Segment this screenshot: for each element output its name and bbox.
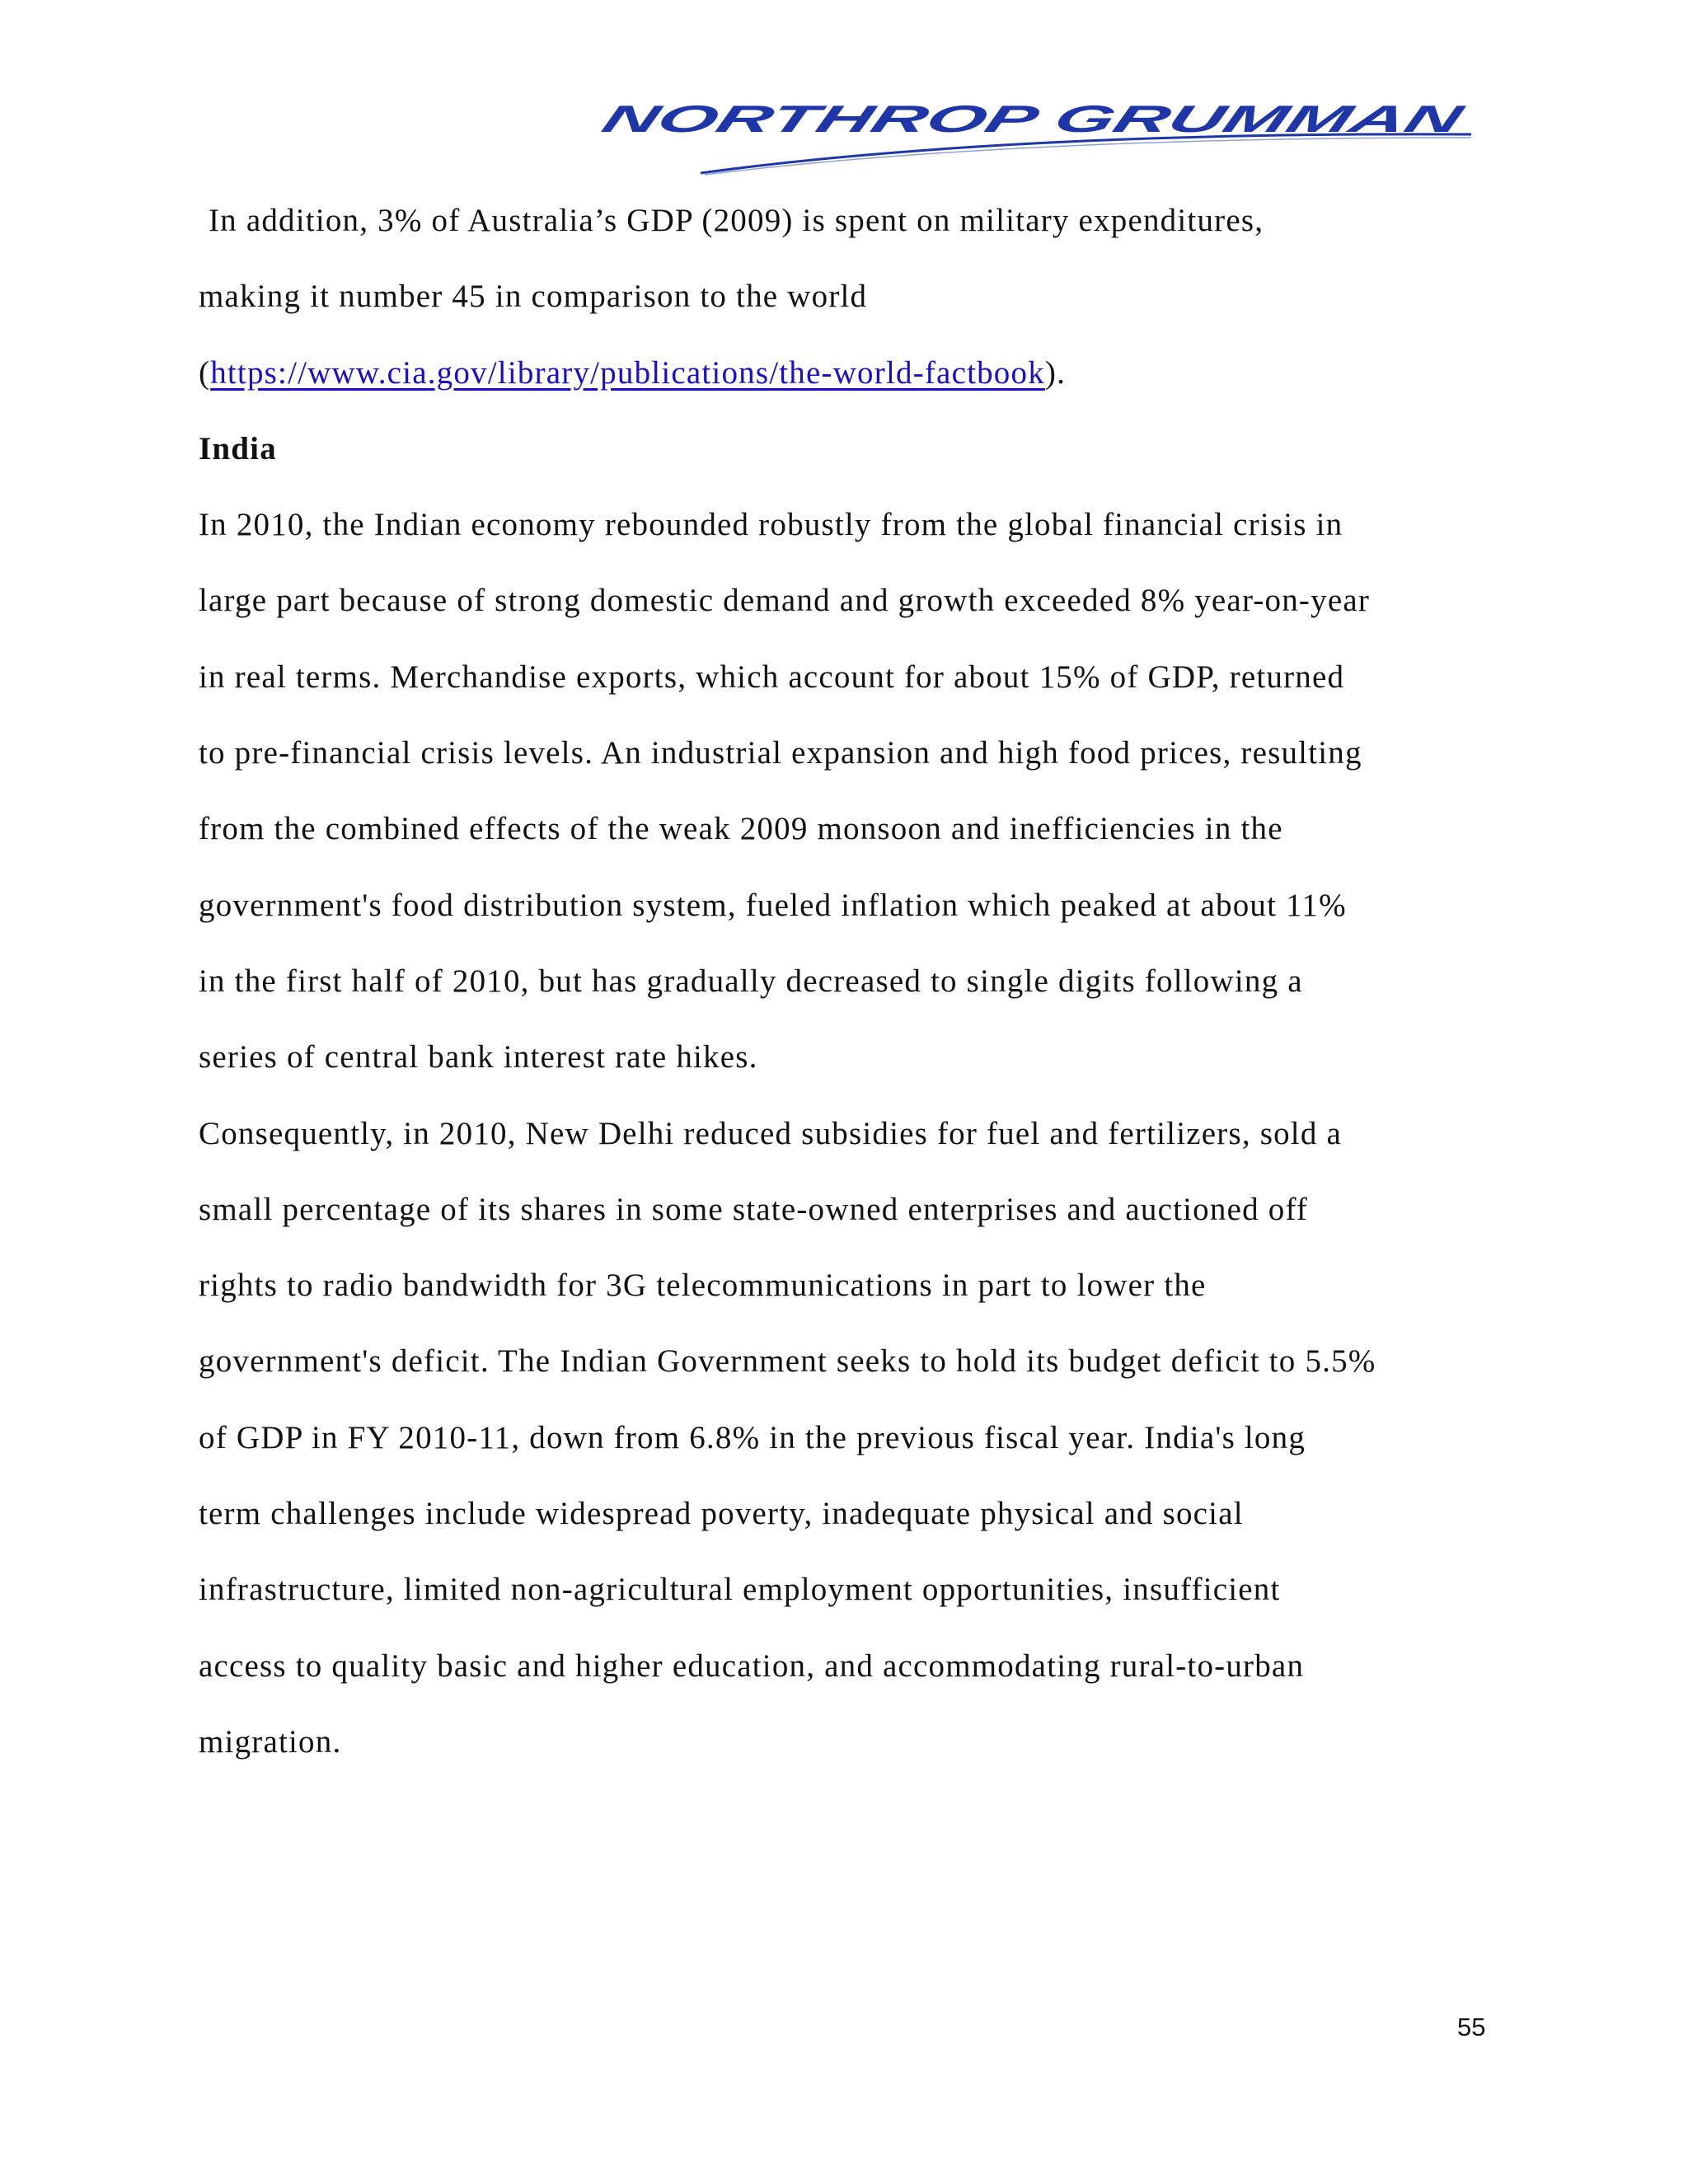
text-line: in the first half of 2010, but has gradually decreased to single digits following a bbox=[199, 963, 1303, 999]
text-line: migration. bbox=[199, 1723, 342, 1760]
text-line: series of central bank interest rate hikes. bbox=[199, 1039, 758, 1076]
northrop-grumman-logo bbox=[593, 95, 1484, 185]
text-line: Consequently, in 2010, New Delhi reduced subsidies for fuel and fertilizers, sold a bbox=[199, 1115, 1342, 1151]
text-line: rights to radio bandwidth for 3G telecommunications in part to lower the bbox=[199, 1268, 1207, 1304]
text-line: small percentage of its shares in some state-owned enterprises and auctioned off bbox=[199, 1191, 1309, 1227]
document-body bbox=[199, 196, 1517, 1793]
text-line: infrastructure, limited non-agricultural employment opportunities, insufficient bbox=[199, 1572, 1281, 1608]
text-line-with-link bbox=[199, 349, 1517, 424]
section-heading-india: India bbox=[199, 430, 277, 466]
logo-wordmark: NORTHROP GRUMMAN bbox=[596, 98, 1039, 141]
text-line: in real terms. Merchandise exports, which account for about 15% of GDP, returned bbox=[199, 658, 1345, 695]
paragraph-india-policy bbox=[199, 1109, 1517, 1794]
text-line: In addition, 3% of Australia’s GDP (2009) is spent on military expenditures, bbox=[209, 203, 1264, 238]
text-line: government's food distribution system, fueled inflation which peaked at about 11% bbox=[199, 887, 1347, 923]
text-line: government's deficit. The Indian Government seeks to hold its budget deficit to 5.5% bbox=[199, 1343, 1376, 1380]
cia-factbook-link[interactable]: https://www.cia.gov/library/publications/the-world-factbook bbox=[210, 354, 1045, 391]
text-line: from the combined effects of the weak 2009 monsoon and inefficiencies in the bbox=[199, 811, 1283, 847]
page-number: 55 bbox=[1457, 2013, 1486, 2041]
open-paren: ( bbox=[199, 354, 211, 391]
text-line: large part because of strong domestic demand and growth exceeded 8% year-on-year bbox=[199, 583, 1371, 619]
text-line: making it number 45 in comparison to the world bbox=[199, 279, 868, 315]
text-line: of GDP in FY 2010-11, down from 6.8% in the previous fiscal year. India's long bbox=[199, 1419, 1306, 1455]
paragraph-india-economy bbox=[199, 500, 1517, 1108]
text-line: to pre-financial crisis levels. An industrial expansion and high food prices, resulting bbox=[199, 735, 1362, 771]
logo-swoosh-shadow bbox=[705, 138, 1471, 175]
text-line: term challenges include widespread poverty, inadequate physical and social bbox=[199, 1496, 1244, 1532]
close-paren: ). bbox=[1044, 354, 1067, 391]
text-line: In 2010, the Indian economy rebounded robustly from the global financial crisis in bbox=[199, 507, 1343, 543]
text-line: access to quality basic and higher education, and accommodating rural-to-urban bbox=[199, 1647, 1305, 1684]
